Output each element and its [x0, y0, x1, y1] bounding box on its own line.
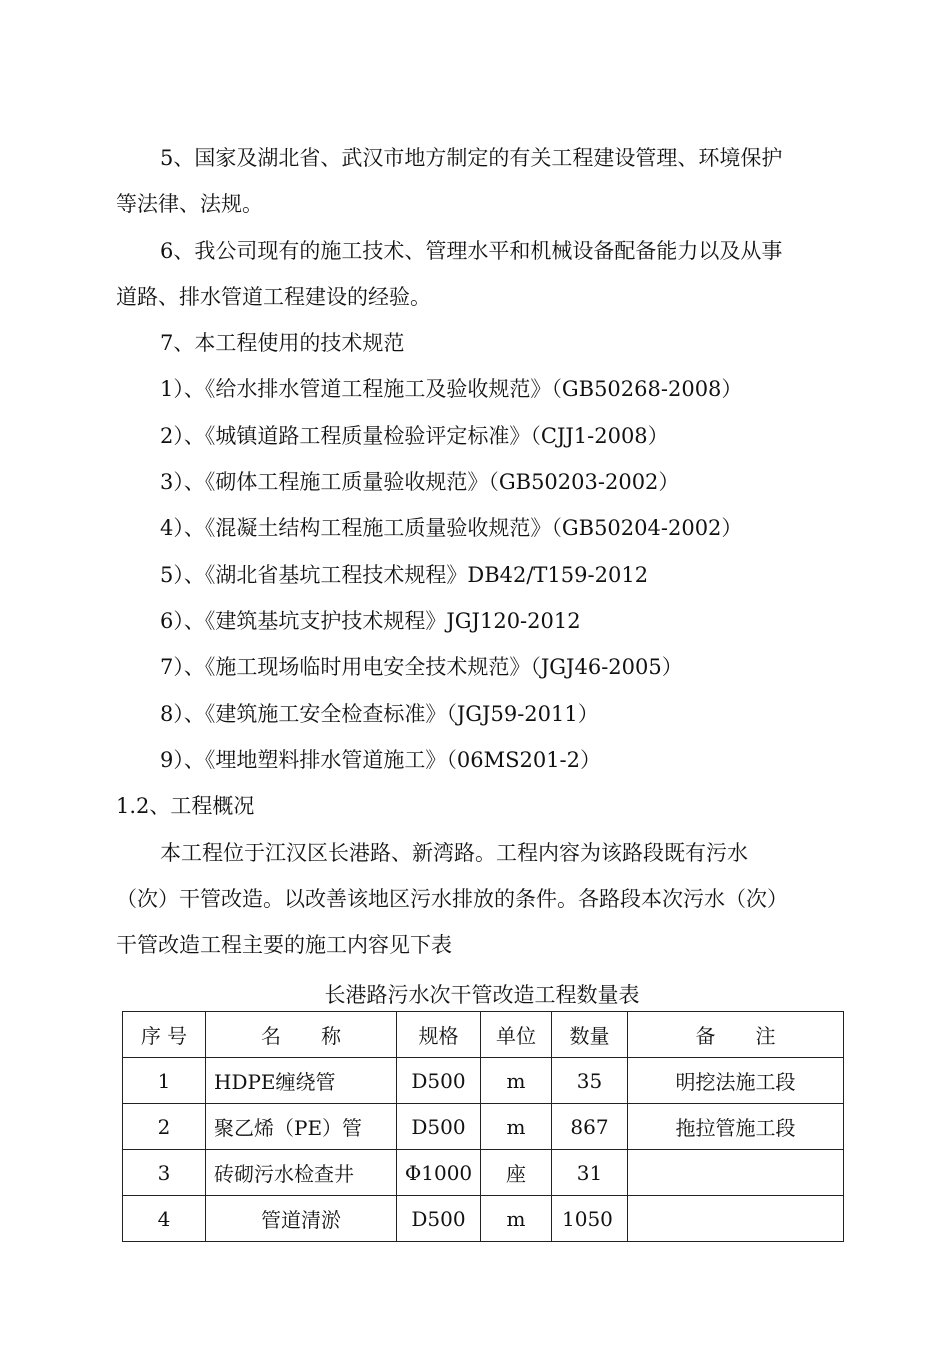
table-cell: 聚乙烯（PE）管	[206, 1104, 397, 1150]
table-cell: D500	[397, 1104, 481, 1150]
table-cell: 1	[123, 1058, 206, 1104]
table-cell: m	[481, 1058, 552, 1104]
spec-item-6: 6）、《建筑基坑支护技术规程》JGJ120-2012	[160, 609, 581, 633]
header-cell-quantity: 数量	[552, 1012, 628, 1058]
overview-line3: 干管改造工程主要的施工内容见下表	[116, 933, 452, 957]
table-header-row	[123, 1012, 844, 1058]
overview-line1: 本工程位于江汉区长港路、新湾路。工程内容为该路段既有污水	[160, 841, 748, 865]
table-cell: 1050	[552, 1196, 628, 1242]
table-cell: 拖拉管施工段	[628, 1104, 844, 1150]
table-cell: m	[481, 1104, 552, 1150]
header-cell-index: 序 号	[123, 1012, 206, 1058]
spec-item-3: 3）、《砌体工程施工质量验收规范》（GB50203-2002）	[160, 470, 680, 494]
table-cell: D500	[397, 1196, 481, 1242]
table-cell	[628, 1150, 844, 1196]
table-cell: Φ1000	[397, 1150, 481, 1196]
spec-item-9: 9）、《埋地塑料排水管道施工》（06MS201-2）	[160, 748, 602, 772]
table-caption: 长港路污水次干管改造工程数量表	[324, 983, 640, 1007]
table-row	[123, 1150, 844, 1196]
paragraph-6-line1: 6、我公司现有的施工技术、管理水平和机械设备配备能力以及从事	[160, 239, 783, 263]
table-cell: 867	[552, 1104, 628, 1150]
spec-item-4: 4）、《混凝土结构工程施工质量验收规范》（GB50204-2002）	[160, 516, 743, 540]
table-cell: 4	[123, 1196, 206, 1242]
paragraph-5-line1: 5、国家及湖北省、武汉市地方制定的有关工程建设管理、环境保护	[160, 146, 783, 170]
spec-item-5: 5）、《湖北省基坑工程技术规程》DB42/T159-2012	[160, 563, 649, 587]
quantity-table	[122, 1011, 844, 1242]
table-cell: 3	[123, 1150, 206, 1196]
section-heading-1-2: 1.2、工程概况	[116, 794, 255, 818]
header-cell-spec: 规格	[397, 1012, 481, 1058]
table-row	[123, 1058, 844, 1104]
table-cell: 座	[481, 1150, 552, 1196]
header-cell-unit: 单位	[481, 1012, 552, 1058]
table-cell: m	[481, 1196, 552, 1242]
overview-line2: （次）干管改造。以改善该地区污水排放的条件。各路段本次污水（次）	[116, 887, 788, 911]
header-cell-name: 名 称	[206, 1012, 397, 1058]
table-cell: 明挖法施工段	[628, 1058, 844, 1104]
header-cell-remark: 备 注	[628, 1012, 844, 1058]
paragraph-6-line2: 道路、排水管道工程建设的经验。	[116, 285, 431, 309]
table-cell: 35	[552, 1058, 628, 1104]
table-cell: 砖砌污水检查井	[206, 1150, 397, 1196]
table-cell: HDPE缠绕管	[206, 1058, 397, 1104]
table-cell	[628, 1196, 844, 1242]
spec-item-2: 2）、《城镇道路工程质量检验评定标准》（CJJ1-2008）	[160, 424, 669, 448]
table-cell: 2	[123, 1104, 206, 1150]
paragraph-7-heading: 7、本工程使用的技术规范	[160, 331, 405, 355]
table-row	[123, 1196, 844, 1242]
table-cell: 31	[552, 1150, 628, 1196]
spec-item-7: 7）、《施工现场临时用电安全技术规范》（JGJ46-2005）	[160, 655, 683, 679]
spec-item-1: 1）、《给水排水管道工程施工及验收规范》（GB50268-2008）	[160, 377, 743, 401]
spec-item-8: 8）、《建筑施工安全检查标准》（JGJ59-2011）	[160, 702, 599, 726]
table-row	[123, 1104, 844, 1150]
table-cell: D500	[397, 1058, 481, 1104]
table-cell: 管道清淤	[206, 1196, 397, 1242]
paragraph-5-line2: 等法律、法规。	[116, 192, 263, 216]
